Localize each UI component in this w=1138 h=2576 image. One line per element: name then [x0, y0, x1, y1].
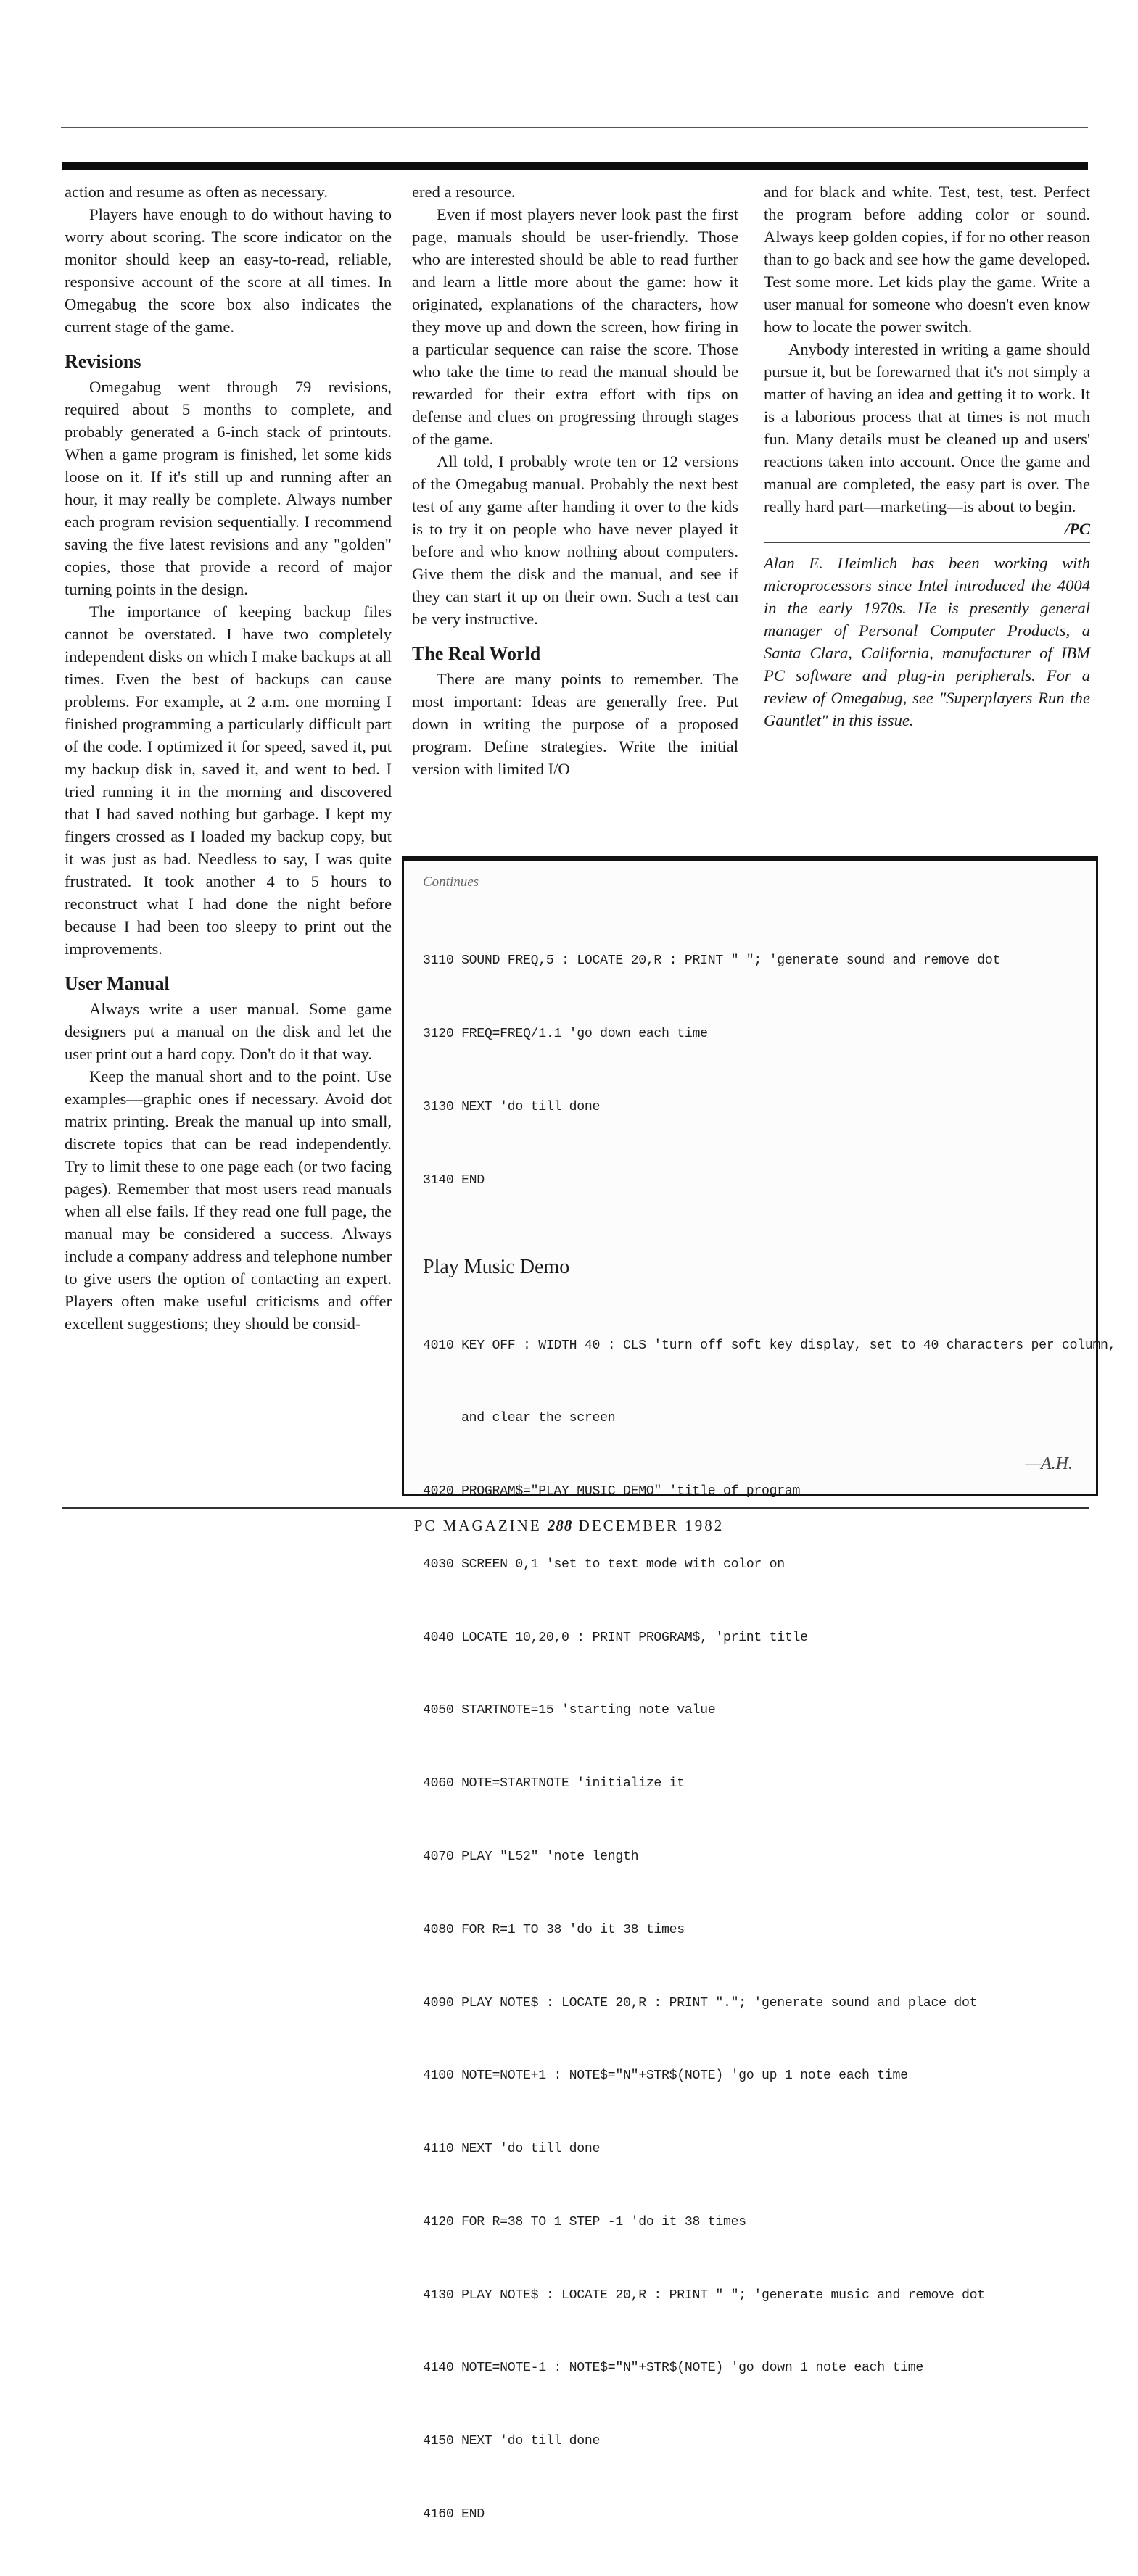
listing-heading: Play Music Demo [423, 1256, 570, 1279]
paragraph: Always write a user manual. Some game designers put a manual on the disk and let the user print out a hard copy. Don't do it that way. [65, 1000, 392, 1063]
code-line: 4140 NOTE=NOTE-1 : NOTE$="N"+STR$(NOTE) 'go down 1 note each time [423, 2361, 923, 2376]
code-block-b [423, 1285, 1116, 2575]
section-heading-real-world: The Real World [412, 643, 541, 664]
code-line: 4110 NEXT 'do till done [423, 2142, 601, 2157]
code-line: 4070 PLAY "L52" 'note length [423, 1849, 639, 1864]
code-line: 4060 NOTE=STARTNOTE 'initialize it [423, 1776, 685, 1792]
paragraph [764, 338, 1090, 538]
code-block-a [423, 900, 1079, 1241]
code-line: 4090 PLAY NOTE$ : LOCATE 20,R : PRINT "."; 'generate sound and place dot [423, 1995, 978, 2010]
paragraph: Omegabug went through 79 revisions, required about 5 months to complete, and probably generated a 6-inch stack of printouts. When a game program is finished, let some kids loose on it. If it's still up and running after an hour, it may really be complete. Always number each program revision sequentially. I recommend saving the five latest revisions and any "golden" copies, those that provide a record of major turning points in the design. [65, 378, 392, 598]
author-bio: Alan E. Heimlich has been working with microprocessors since Intel introduced the 4004 in the early 1970s. He is presently general manager of Personal Computer Products, a Santa Clara, California, manufacturer of IBM PC software and plug-in peripherals. For a review of Omegabug, see "Superplayers Run the Gauntlet" in this issue. [764, 554, 1090, 729]
footer-date: DECEMBER 1982 [578, 1517, 725, 1534]
section-heading-revisions: Revisions [65, 351, 141, 372]
code-line: 4100 NOTE=NOTE+1 : NOTE$="N"+STR$(NOTE) 'go up 1 note each time [423, 2068, 908, 2084]
continues-label: Continues [423, 874, 479, 890]
section-heading-user-manual: User Manual [65, 973, 170, 994]
code-line: 4160 END [423, 2507, 485, 2522]
bio-divider [764, 542, 1090, 543]
author-initials: —A.H. [1025, 1454, 1073, 1473]
header-thick-rule [62, 162, 1088, 170]
paragraph: ered a resource. [412, 183, 516, 201]
paragraph: action and resume as often as necessary. [65, 183, 329, 201]
paragraph: The importance of keeping backup files cannot be overstated. I have two completely independent disks on which I make backups at all times. Even the best of backups can cause problems. For example, at 2 a.m. one morning I finished programming a particularly difficult part of the code. I optimized it for speed, saved it, put my backup disk in, saved it, and went to bed. I tried running it in the morning and discovered that I had saved nothing but garbage. I kept my fingers crossed as I loaded my backup copy, but it was just as bad. Needless to say, I was quite frustrated. It took another 4 to 5 hours to reconstruct what I had done the night before because I had been too sleepy to print out the improvements. [65, 602, 392, 958]
end-sign: /PC [1064, 520, 1090, 538]
code-line: 4150 NEXT 'do till done [423, 2434, 601, 2449]
code-line: 3120 FREQ=FREQ/1.1 'go down each time [423, 1026, 708, 1041]
page-number: 288 [547, 1517, 573, 1534]
code-line: 4010 KEY OFF : WIDTH 40 : CLS 'turn off soft key display, set to 40 characters per column, [423, 1338, 1116, 1353]
footer-rule [62, 1507, 1089, 1509]
paragraph: There are many points to remember. The most important: Ideas are generally free. Put down in writing the purpose of a proposed program. Define strategies. Write the initial version with limited I/O [412, 670, 738, 778]
code-line: 4040 LOCATE 10,20,0 : PRINT PROGRAM$, 'print title [423, 1630, 808, 1645]
code-line: 3110 SOUND FREQ,5 : LOCATE 20,R : PRINT " "; 'generate sound and remove dot [423, 953, 1001, 969]
code-line: 4120 FOR R=38 TO 1 STEP -1 'do it 38 times [423, 2214, 746, 2229]
paragraph-text: Anybody interested in writing a game should pursue it, but be forewarned that it's not simply a matter of having an idea and getting it to work. It is a laborious process that at times is not much fun. Many details must be cleaned up and users' reactions taken into account. Once the game and manual are completed, the easy part is over. The really hard part—marketing—is about to begin. [764, 340, 1090, 515]
page-footer [0, 1517, 1138, 1535]
code-line: 3130 NEXT 'do till done [423, 1099, 601, 1114]
code-line: 4130 PLAY NOTE$ : LOCATE 20,R : PRINT " "; 'generate music and remove dot [423, 2287, 985, 2303]
paragraph: Players have enough to do without having to worry about scoring. The score indicator on the monitor should keep an easy-to-read, reliable, responsive account of the score at all times. In Omegabug the score box also indicates the current stage of the game. [65, 205, 392, 336]
column-3 [764, 181, 1090, 732]
code-line: and clear the screen [423, 1411, 616, 1426]
footer-magazine: PC MAGAZINE [413, 1517, 542, 1534]
code-line: 4080 FOR R=1 TO 38 'do it 38 times [423, 1922, 685, 1937]
code-line: 3140 END [423, 1172, 485, 1188]
code-line: 4050 STARTNOTE=15 'starting note value [423, 1703, 716, 1718]
column-2 [412, 181, 738, 780]
code-line: 4030 SCREEN 0,1 'set to text mode with color on [423, 1557, 785, 1572]
code-line: 4020 PROGRAM$="PLAY MUSIC DEMO" 'title of program [423, 1484, 801, 1499]
paragraph: All told, I probably wrote ten or 12 versions of the Omegabug manual. Probably the next best test of any game after handing it over to the kids is to try it on people who have never played it before and who know nothing about computers. Give them the disk and the manual, and see if they can start it up on their own. Such a test can be very instructive. [412, 452, 738, 628]
column-1 [65, 181, 392, 1335]
header-rule [61, 127, 1088, 128]
paragraph: Even if most players never look past the first page, manuals should be user-friendly. Those who are interested should be able to read further and learn a little more about the game: how it originated, explanations of the characters, how they move up and down the screen, how firing in a particular sequence can raise the score. Those who take the time to read the manual should be rewarded for their extra effort with tips on defense and clues on progressing through stages of the game. [412, 205, 738, 448]
paragraph: Keep the manual short and to the point. Use examples—graphic ones if necessary. Avoid dot matrix printing. Break the manual up into small, discrete topics that can be read independently. Try to limit these to one page each (or two facing pages). Remember that most users read manuals when all else fails. If they read one full page, the manual may be considered a success. Always include a company address and telephone number to give users the option of contacting an expert. Players often make useful criticisms and offer excellent suggestions; they should be consid- [65, 1067, 392, 1333]
paragraph: and for black and white. Test, test, test. Perfect the program before adding color or sound. Always keep golden copies, if for no other reason than to go back and see how the game developed. Test some more. Let kids play the game. Write a user manual for someone who doesn't even know how to locate the power switch. [764, 183, 1090, 336]
